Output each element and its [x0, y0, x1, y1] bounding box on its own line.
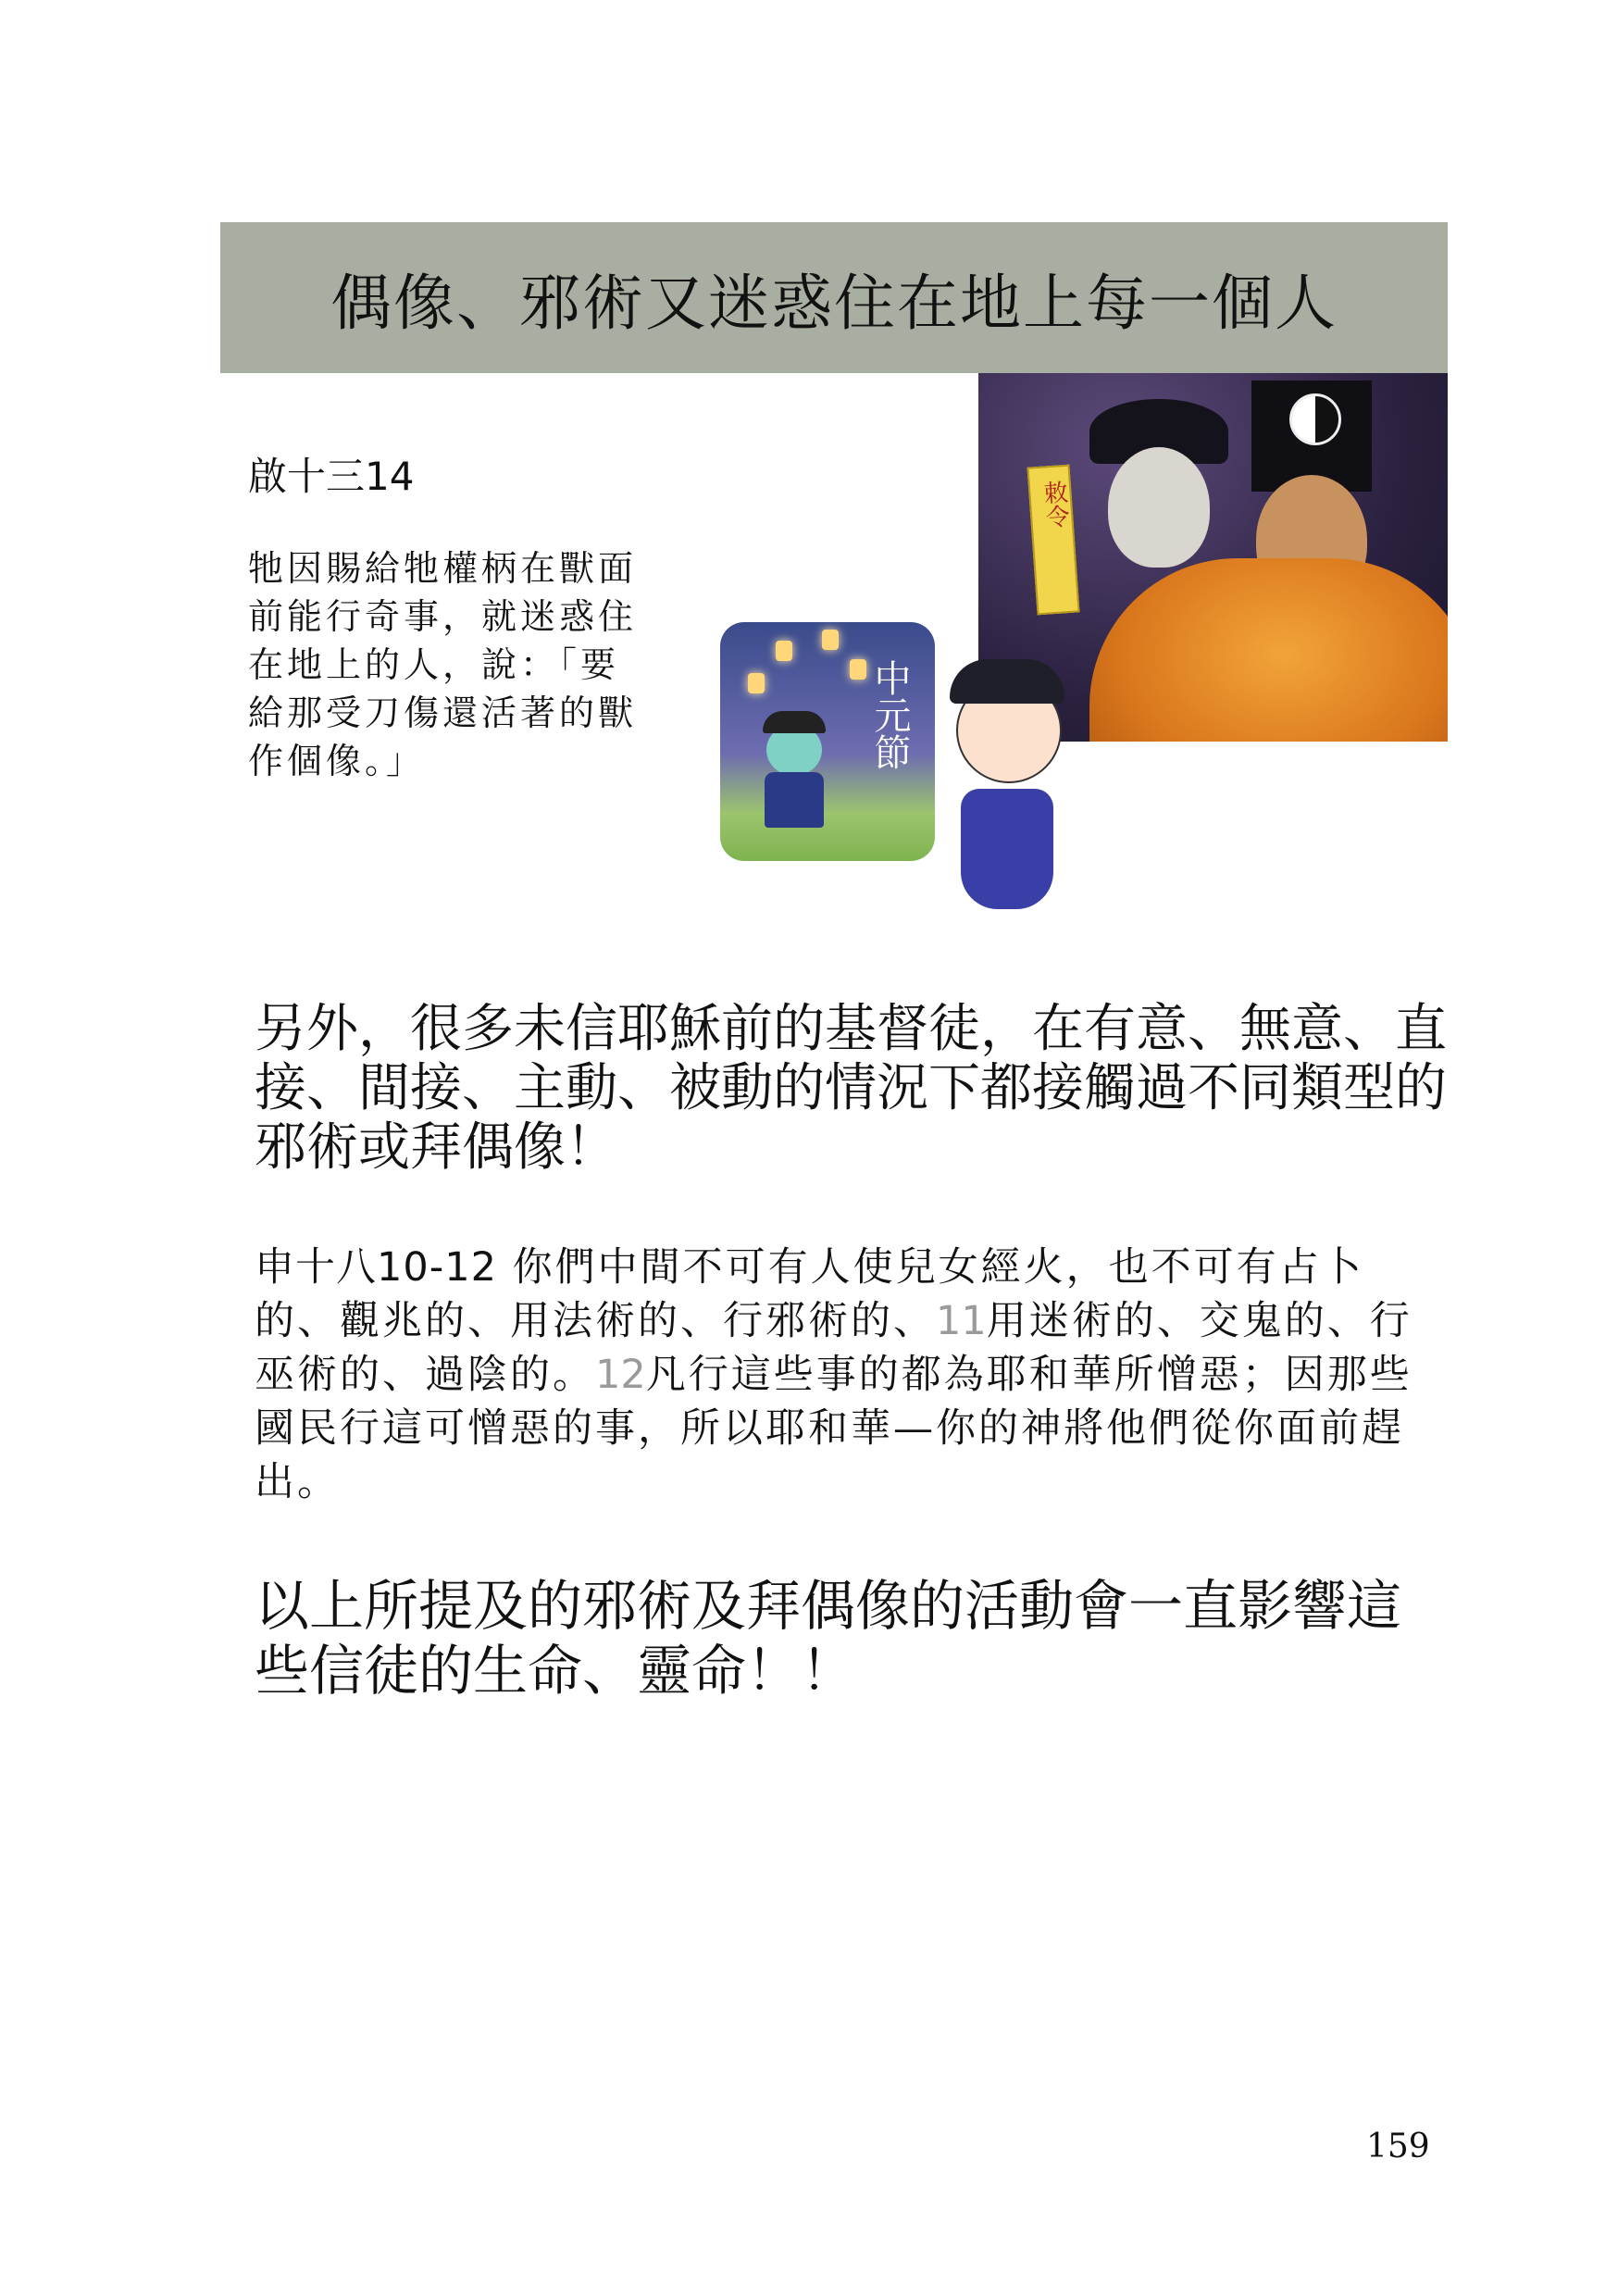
yin-yang-icon: [1289, 393, 1341, 445]
revelation-verse: 牠因賜給牠權柄在獸面前能行奇事，就迷惑住在地上的人，說：「要給那受刀傷還活著的獸作個像。」: [248, 548, 638, 781]
page-number: 159: [1366, 2128, 1430, 2165]
ghost-festival-cartoon: [720, 622, 1109, 918]
festival-label: 中元節: [868, 659, 911, 770]
deuteronomy-reference: 申十八10-12: [255, 1244, 497, 1291]
lantern-icon: [822, 630, 839, 650]
title-banner: [220, 222, 1448, 373]
talisman-paper: 敕令: [1027, 465, 1079, 616]
jiangshi-girl-character: [933, 650, 1090, 918]
lantern-icon: [776, 641, 792, 661]
main-paragraph: 另外，很多未信耶穌前的基督徒，在有意、無意、直接、間接、主動、被動的情況下都接觸過不同類型的邪術或拜偶像！: [255, 999, 1447, 1178]
closing-paragraph: 以上所提及的邪術及拜偶像的活動會一直影響這些信徒的生命、靈命！！: [255, 1574, 1402, 1703]
priest-robe: [1089, 558, 1448, 742]
verse-reference: 啟十三14: [248, 454, 415, 499]
deuteronomy-verse: [255, 1241, 1449, 1509]
verse-number: 12: [595, 1352, 646, 1398]
verse-text: 用迷術的、交鬼的、行巫術的、過陰的。: [255, 1298, 1413, 1398]
ghost-character: [757, 705, 831, 826]
festival-panel: [720, 622, 935, 861]
lantern-icon: [850, 659, 866, 680]
page-title: 偶像、邪術又迷惑住在地上每一個人: [330, 268, 1338, 339]
verse-number: 11: [936, 1298, 987, 1344]
jiangshi-face: [1108, 447, 1210, 568]
verse-text: 凡行這些事的都為耶和華所憎惡；因那些國民行這可憎惡的事，所以耶和華—你的神將他們從你面前趕出。: [255, 1352, 1413, 1505]
verse-text: 你們中間不可有人使兒女經火，也不可有占卜的、觀兆的、用法術的、行邪術的、: [255, 1244, 1364, 1344]
lantern-icon: [748, 673, 765, 693]
